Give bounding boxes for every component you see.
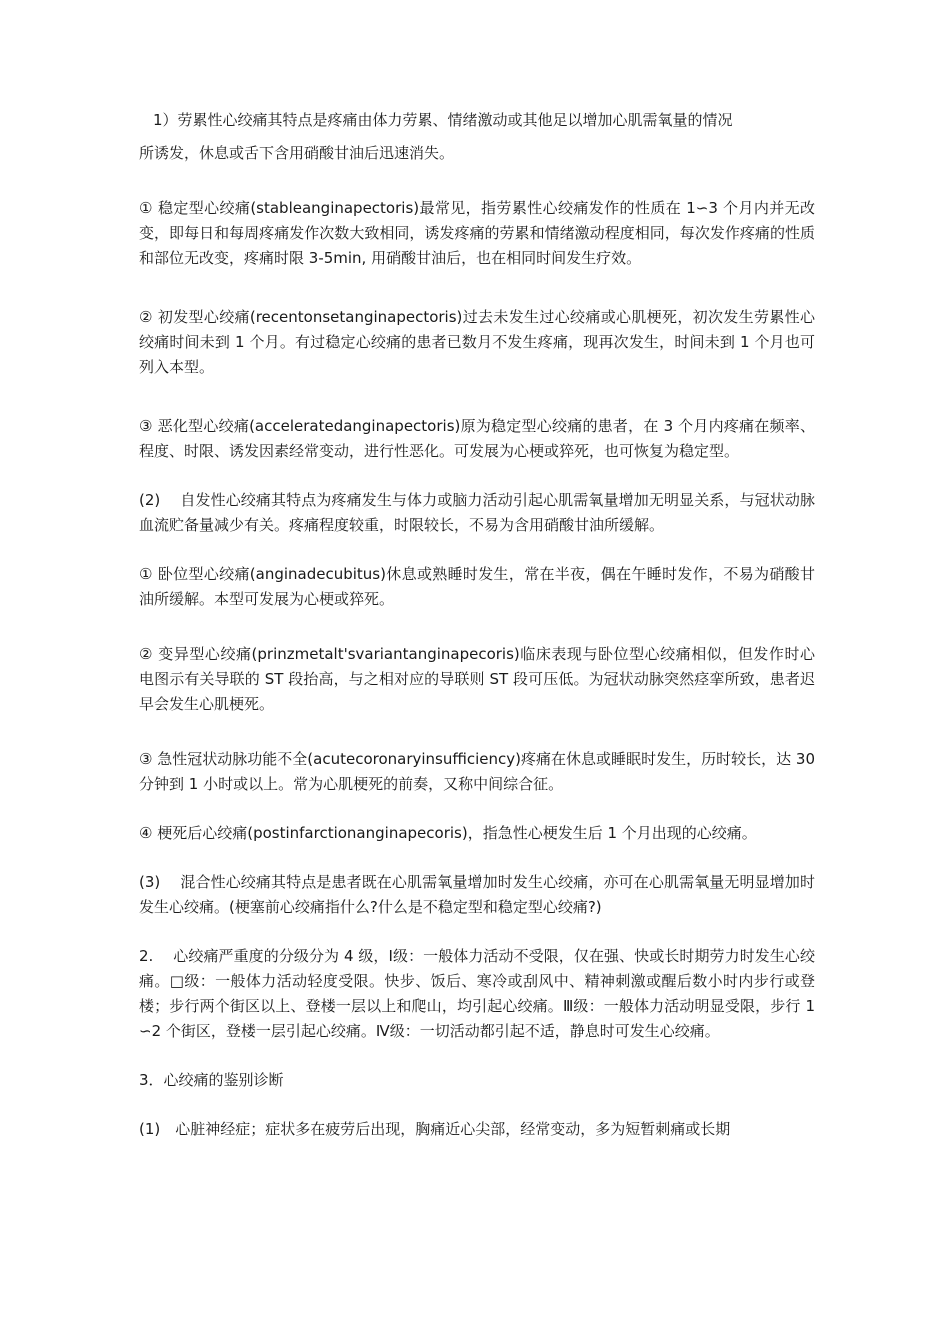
paragraph-variant-angina: ② 变异型心绞痛(prinzmetalt'svariantanginapecoris)临床表现与卧位型心绞痛相似，但发作时心电图示有关导联的 ST 段抬高，与之相对应的导联则 ST 段可压低。为冠状动脉突然痉挛所致，患者迟早会发生心肌梗死。 xyxy=(139,645,815,713)
paragraph-exertional-angina-cont: 所诱发，休息或舌下含用硝酸甘油后迅速消失。 xyxy=(139,144,455,162)
paragraph-postinfarction-angina: ④ 梗死后心绞痛(postinfarctionanginapecoris)，指急性心梗发生后 1 个月出现的心绞痛。 xyxy=(139,824,757,842)
paragraph-exertional-angina: 1）劳累性心绞痛其特点是疼痛由体力劳累、情绪激动或其他足以增加心肌需氧量的情况 xyxy=(153,111,733,129)
document-page xyxy=(139,108,815,1142)
section-heading-differential-diagnosis: 3．心绞痛的鉴别诊断 xyxy=(139,1071,284,1089)
paragraph-new-onset-angina: ② 初发型心绞痛(recentonsetanginapectoris)过去未发生过心绞痛或心肌梗死，初次发生劳累性心绞痛时间未到 1 个月。有过稳定心绞痛的患者已数月不发生疼痛，现再次发生，时间未到 1 个月也可列入本型。 xyxy=(139,308,815,376)
paragraph-acute-coronary-insufficiency: ③ 急性冠状动脉功能不全(acutecoronaryinsufficiency)疼痛在休息或睡眠时发生，历时较长，达 30 分钟到 1 小时或以上。常为心肌梗死的前奏，又称中间综合征。 xyxy=(139,750,815,793)
paragraph-stable-angina: ① 稳定型心绞痛(stableanginapectoris)最常见，指劳累性心绞痛发作的性质在 1∽3 个月内并无改变，即每日和每周疼痛发作次数大致相同，诱发疼痛的劳累和情绪激动程度相同，每次发作疼痛的性质和部位无改变，疼痛时限 3-5min, 用硝酸甘油后，也在相同时间发生疗效。 xyxy=(139,199,815,267)
paragraph-cardiac-neurosis: (1) 心脏神经症；症状多在疲劳后出现，胸痛近心尖部，经常变动，多为短暂刺痛或长期 xyxy=(139,1120,731,1138)
paragraph-mixed-angina: (3) 混合性心绞痛其特点是患者既在心肌需氧量增加时发生心绞痛，亦可在心肌需氧量无明显增加时发生心绞痛。(梗塞前心绞痛指什么?什么是不稳定型和稳定型心绞痛?) xyxy=(139,873,815,916)
paragraph-accelerated-angina: ③ 恶化型心绞痛(acceleratedanginapectoris)原为稳定型心绞痛的患者，在 3 个月内疼痛在频率、程度、时限、诱发因素经常变动，进行性恶化。可发展为心梗或猝死，也可恢复为稳定型。 xyxy=(139,417,815,460)
paragraph-severity-grading: 2. 心绞痛严重度的分级分为 4 级，Ⅰ级：一般体力活动不受限，仅在强、快或长时期劳力时发生心绞痛。□级：一般体力活动轻度受限。快步、饭后、寒冷或刮风中、精神刺激或醒后数小时内步行或登楼；步行两个街区以上、登楼一层以上和爬山，均引起心绞痛。Ⅲ级：一般体力活动明显受限，步行 1∽2 个街区，登楼一层引起心绞痛。Ⅳ级：一切活动都引起不适，静息时可发生心绞痛。 xyxy=(139,947,815,1040)
paragraph-angina-decubitus: ① 卧位型心绞痛(anginadecubitus)休息或熟睡时发生，常在半夜，偶在午睡时发作，不易为硝酸甘油所缓解。本型可发展为心梗或猝死。 xyxy=(139,565,815,608)
paragraph-spontaneous-angina: (2) 自发性心绞痛其特点为疼痛发生与体力或脑力活动引起心肌需氧量增加无明显关系，与冠状动脉血流贮备量减少有关。疼痛程度较重，时限较长，不易为含用硝酸甘油所缓解。 xyxy=(139,491,815,534)
